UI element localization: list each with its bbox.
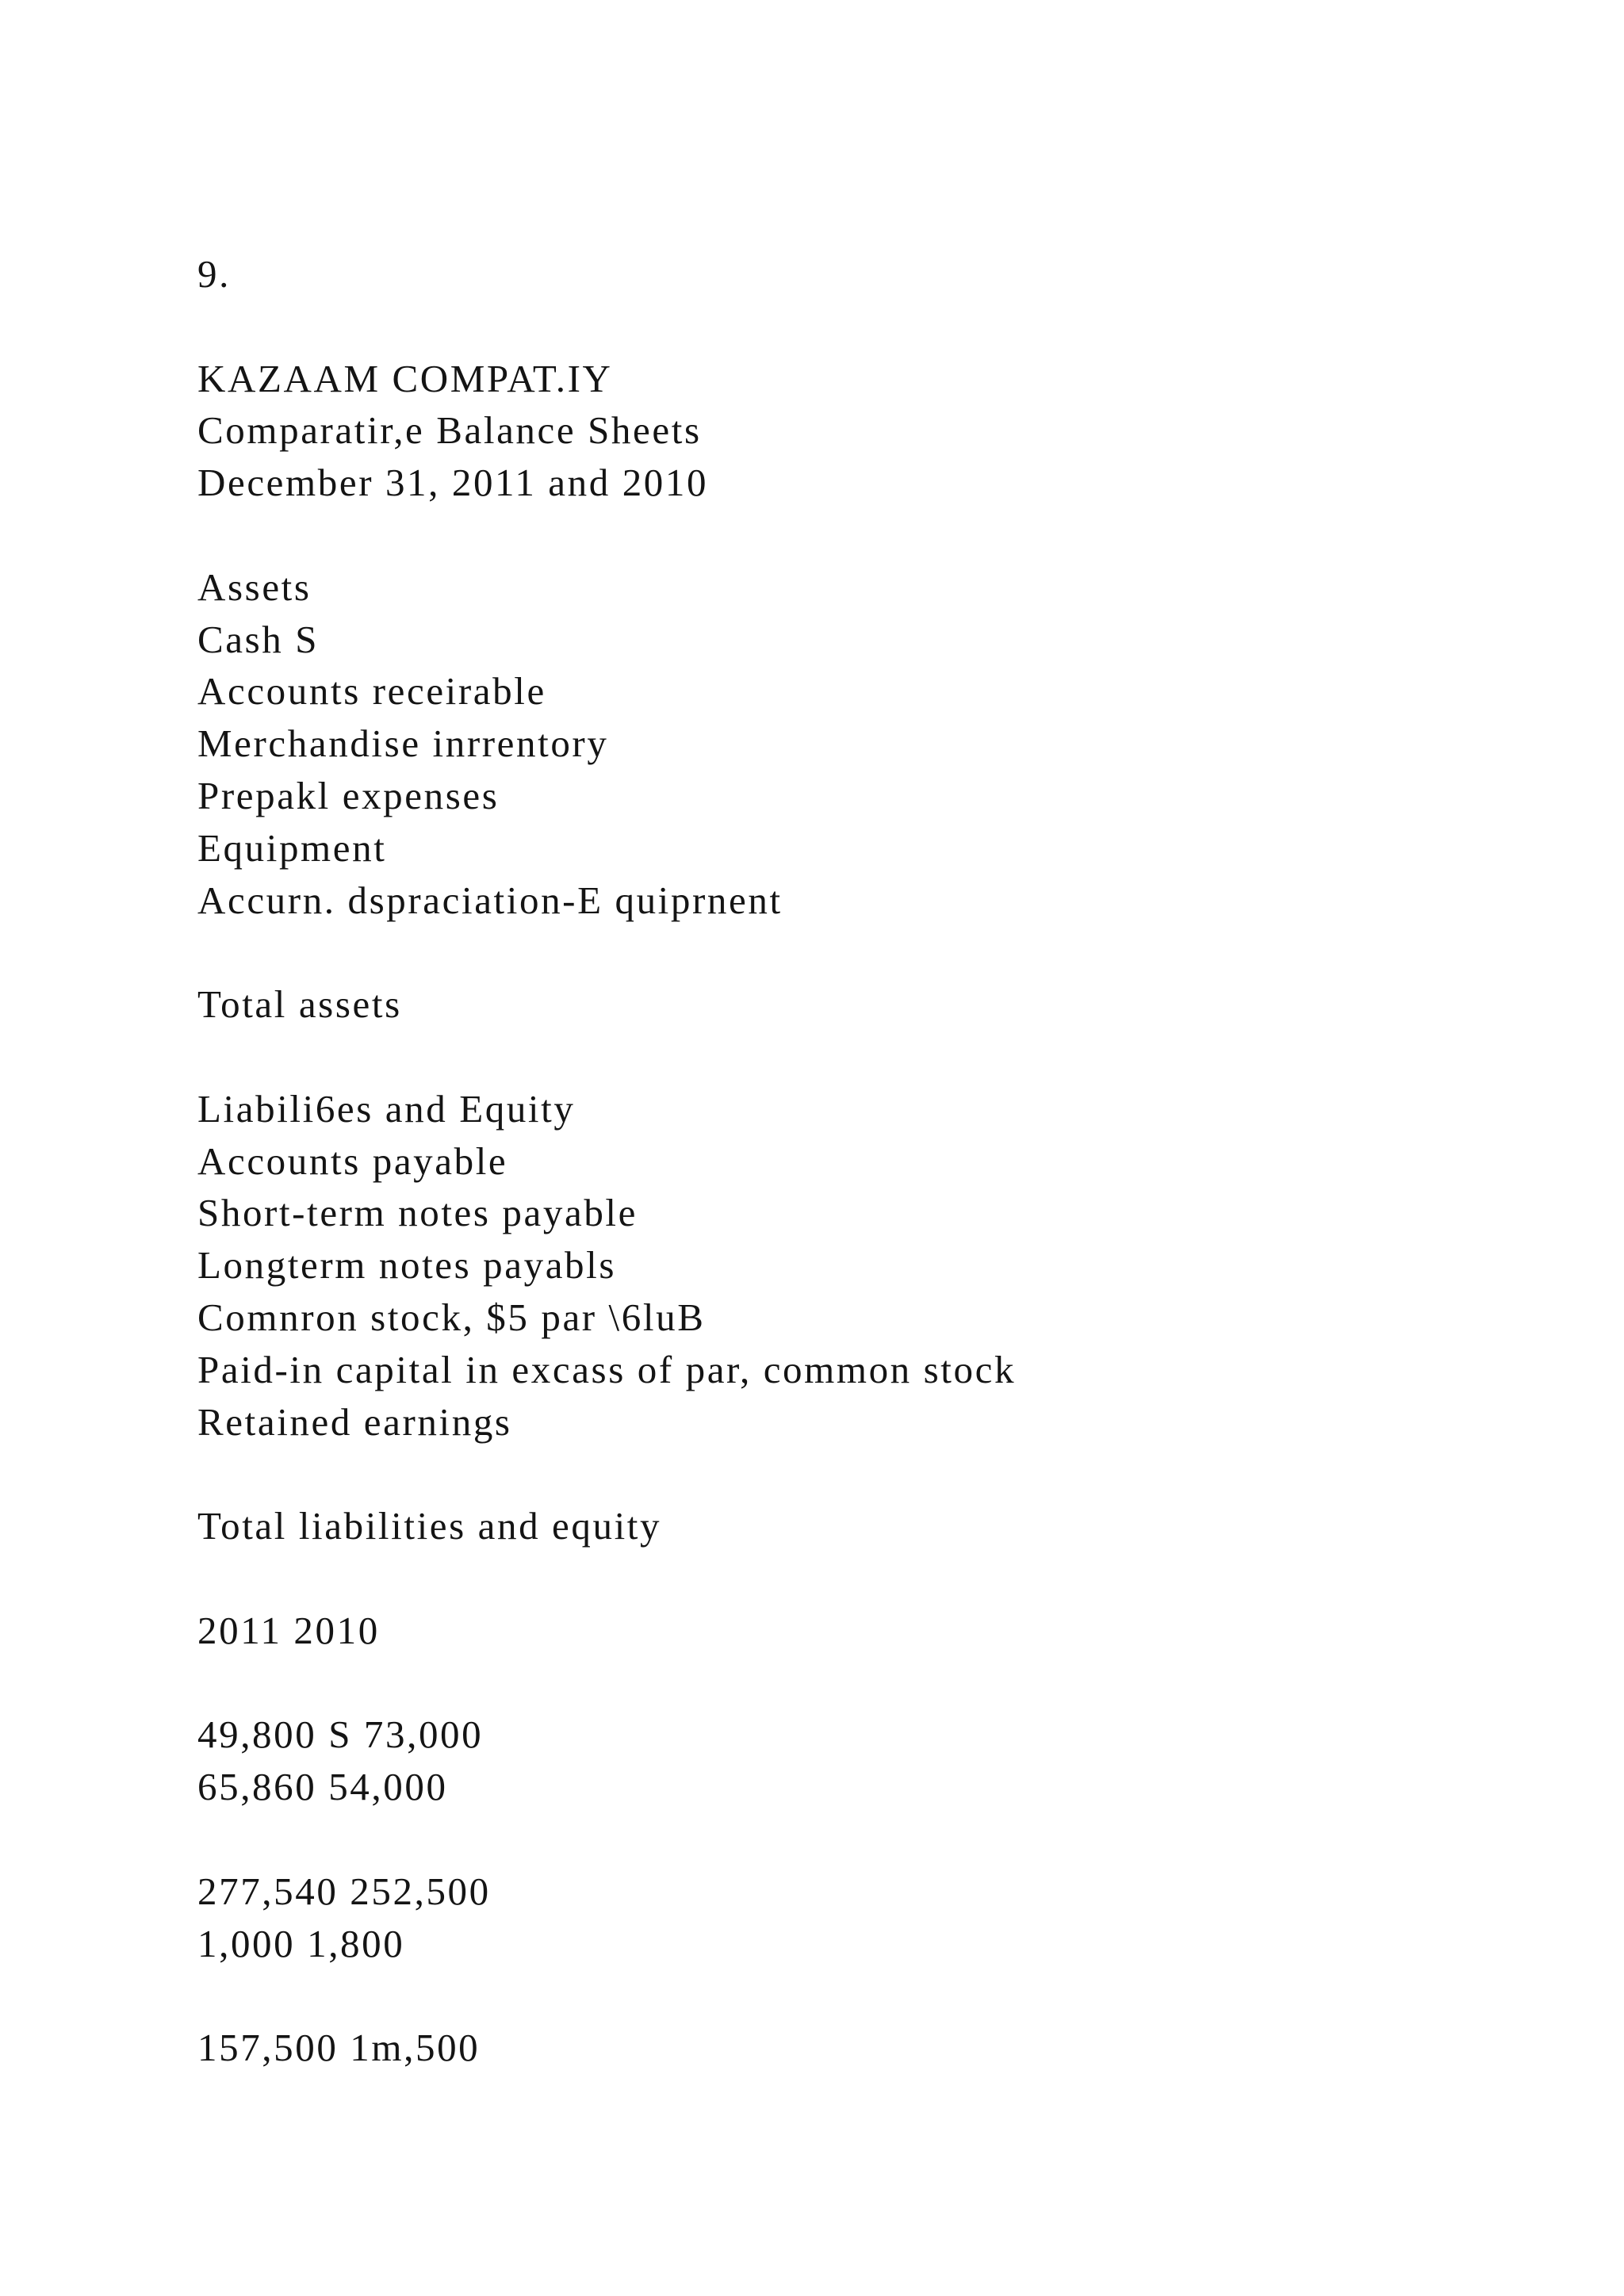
equity-item-retained-earnings: Retained earnings <box>197 1399 512 1444</box>
spacer <box>197 1031 1545 1083</box>
spacer <box>197 1657 1545 1709</box>
value-row: 49,800 S 73,000 <box>197 1712 484 1757</box>
value-row: 1,000 1,800 <box>197 1921 405 1965</box>
equity-item-common-stock: Comnron stock, $5 par \6luB <box>197 1295 706 1339</box>
spacer <box>197 509 1545 561</box>
liability-item-short-term-notes: Short-term notes payable <box>197 1191 638 1235</box>
equity-item-paid-in-capital: Paid-in capital in excass of par, common stock <box>197 1347 1017 1391</box>
assets-heading: Assets <box>197 564 312 609</box>
spacer <box>197 1969 1545 2022</box>
year-header: 2011 2010 <box>197 1608 380 1652</box>
spacer <box>197 926 1545 978</box>
company-name: KAZAAM COMPAT.IY <box>197 356 613 400</box>
asset-item-equipment: Equipment <box>197 825 387 870</box>
asset-item-merchandise-inventory: Merchandise inrrentory <box>197 721 609 766</box>
liability-item-long-term-notes: Longterm notes payabls <box>197 1243 617 1288</box>
asset-item-prepaid-expenses: Prepakl expenses <box>197 773 500 817</box>
asset-item-accumulated-depreciation: Accurn. dspraciation-E quiprnent <box>197 878 783 922</box>
statement-title: Comparatir,e Balance Sheets <box>197 408 702 453</box>
asset-item-cash: Cash S <box>197 617 320 661</box>
liabilities-equity-heading: Liabili6es and Equity <box>197 1086 576 1131</box>
total-liabilities-equity-label: Total liabilities and equity <box>197 1504 662 1548</box>
asset-item-accounts-receivable: Accounts receirable <box>197 669 546 714</box>
liability-item-accounts-payable: Accounts payable <box>197 1138 508 1183</box>
spacer <box>197 1552 1545 1605</box>
problem-number: 9. <box>197 252 231 296</box>
balance-sheet-text <box>197 248 1545 2074</box>
value-row: 157,500 1m,500 <box>197 2026 481 2070</box>
value-row: 65,860 54,000 <box>197 1765 448 1809</box>
statement-date: December 31, 2011 and 2010 <box>197 461 709 505</box>
spacer <box>197 300 1545 353</box>
total-assets-label: Total assets <box>197 982 402 1027</box>
spacer <box>197 1813 1545 1866</box>
value-row: 277,540 252,500 <box>197 1869 491 1913</box>
spacer <box>197 1448 1545 1500</box>
